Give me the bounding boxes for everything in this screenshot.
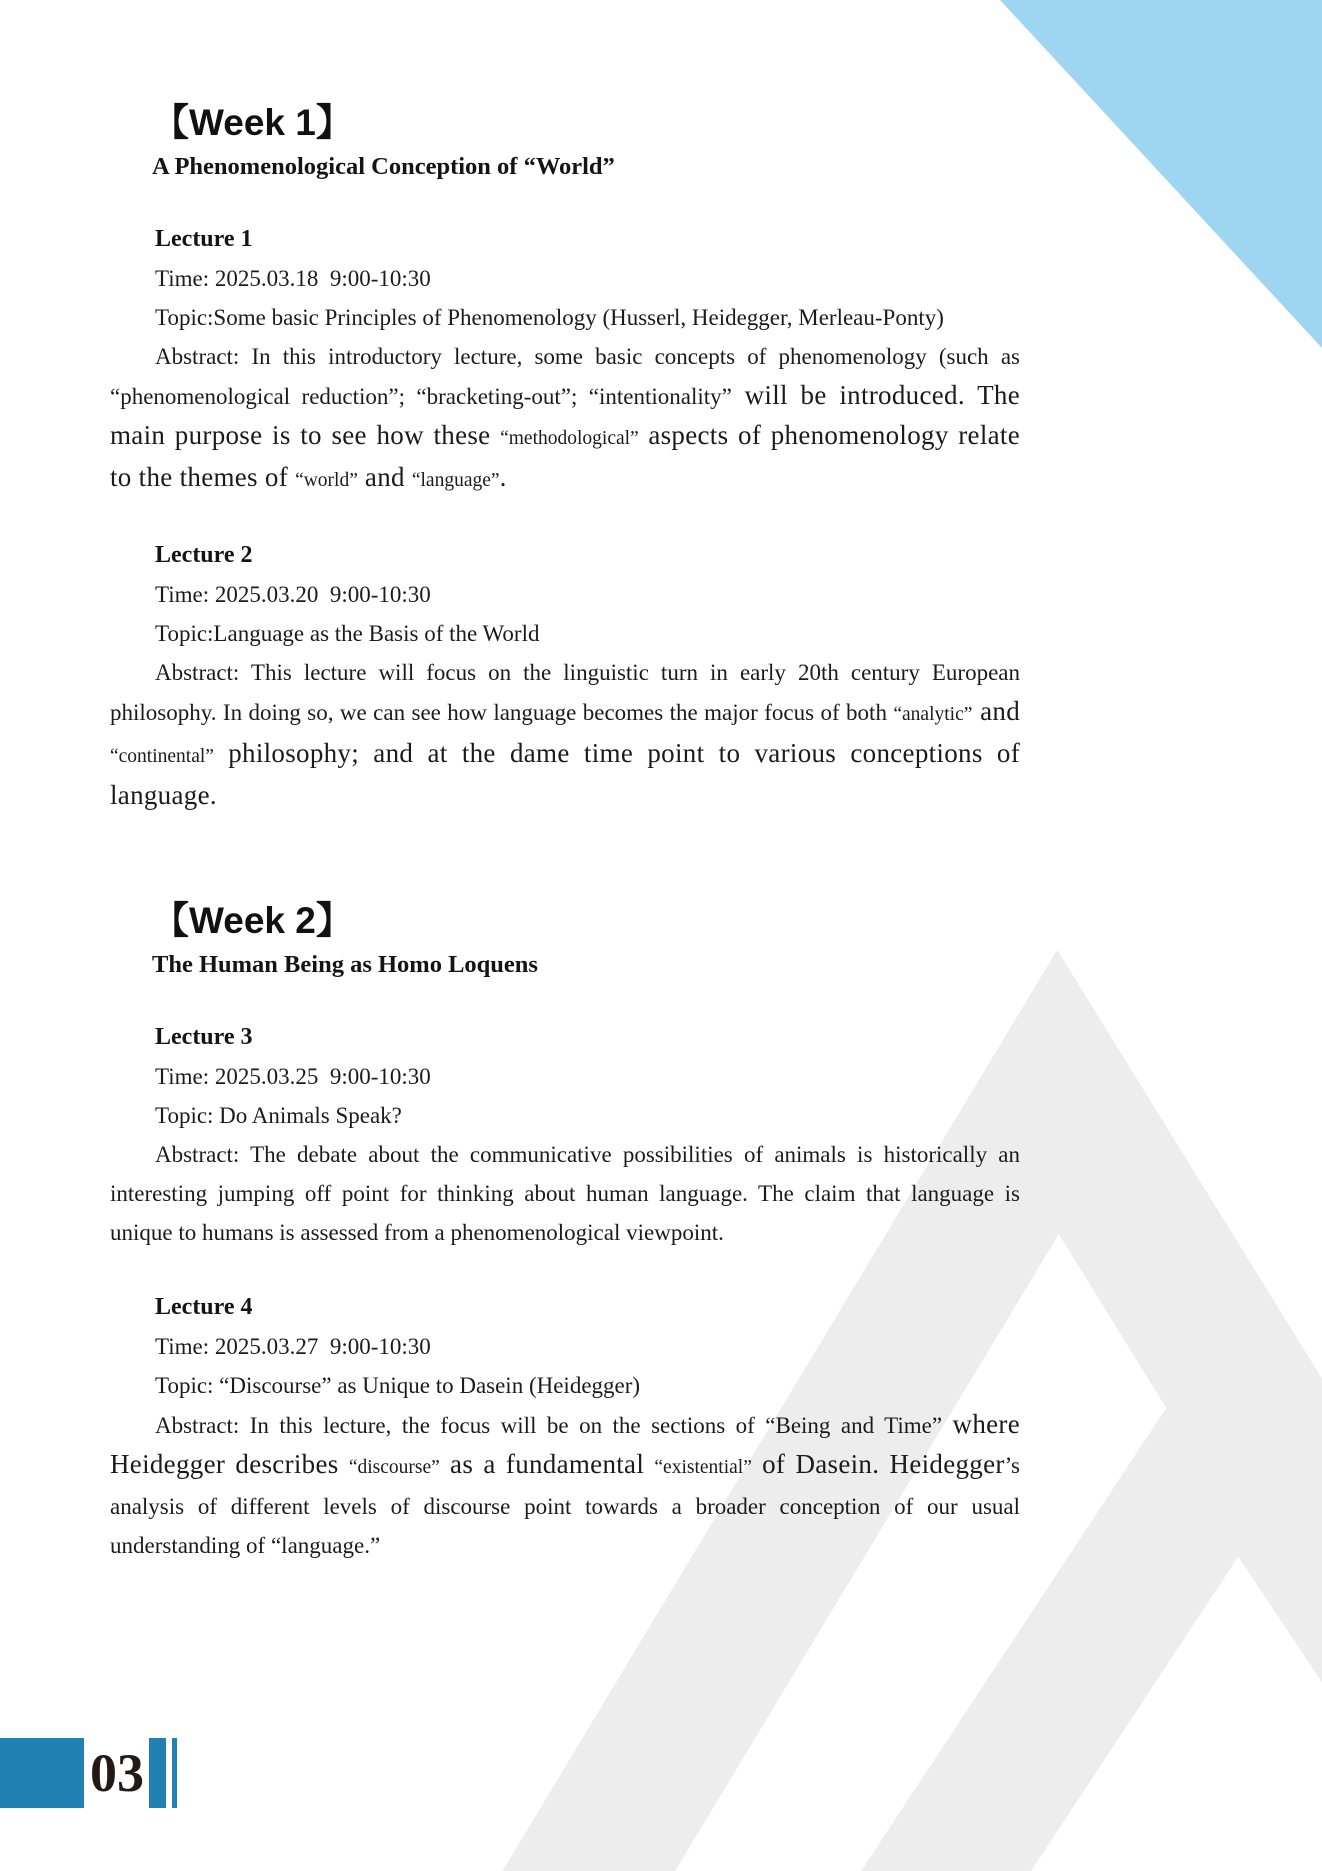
lecture-3-block (110, 1018, 1020, 1252)
week-2-section (110, 898, 1020, 1565)
page-number: 03 (90, 1743, 144, 1803)
abstract-text-segment: “discourse” (348, 1457, 440, 1478)
abstract-text-segment: “analytic” (893, 704, 973, 725)
page-footer (0, 1738, 177, 1808)
lecture-2-block (110, 536, 1020, 816)
lecture-3-abstract (110, 1135, 1020, 1252)
abstract-text-segment: ’s analysis of different levels of discourse point towards a broader conception of our usual understanding of “language.” (110, 1453, 1021, 1558)
abstract-text-segment: Abstract: The debate about the communicative possibilities of animals is historically an interesting jumping off point for thinking about human language. The claim that language is unique to humans is assessed from a phenomenological viewpoint. (110, 1142, 1020, 1245)
lecture-1-topic: Topic:Some basic Principles of Phenomenology (Husserl, Heidegger, Merleau-Ponty) (155, 305, 944, 330)
lecture-4-abstract (110, 1405, 1020, 1565)
lecture-3-topic: Topic: Do Animals Speak? (155, 1103, 402, 1128)
week-2-heading: 【Week 2】 (152, 900, 353, 941)
abstract-text-segment: Abstract: This lecture will focus on the linguistic turn in early 20th century European philosophy. In doing so, we can see how language becomes the major focus of both (110, 660, 1020, 725)
abstract-text-segment: . (499, 462, 507, 492)
abstract-text-segment: Abstract: In this lecture, the focus will be on the sections of “Being and Time” (155, 1413, 953, 1438)
lecture-4-title: Lecture 4 (155, 1294, 253, 1320)
abstract-text-segment: of Dasein. Heidegger (751, 1449, 1005, 1479)
lecture-3-time: Time: 2025.03.25 9:00-10:30 (155, 1064, 431, 1089)
abstract-text-segment: as a fundamental (439, 1449, 655, 1479)
abstract-text-segment: “world” (295, 470, 358, 491)
week-1-heading: 【Week 1】 (152, 102, 353, 143)
lecture-4-time: Time: 2025.03.27 9:00-10:30 (155, 1334, 431, 1359)
footer-accent-bar-thin (172, 1738, 177, 1808)
footer-accent-bar-thick (149, 1738, 166, 1808)
abstract-text-segment: and (357, 462, 412, 492)
abstract-text-segment: “continental” (110, 746, 214, 767)
lecture-1-time: Time: 2025.03.18 9:00-10:30 (155, 266, 431, 291)
abstract-text-segment: where Heidegger describes (110, 1409, 1020, 1479)
lecture-1-abstract (110, 337, 1020, 500)
week-2-subtitle: The Human Being as Homo Loquens (152, 951, 538, 978)
week-1-section (110, 100, 1020, 816)
abstract-text-segment: “methodological” (500, 428, 639, 449)
lecture-2-time: Time: 2025.03.20 9:00-10:30 (155, 582, 431, 607)
footer-accent-block (0, 1738, 84, 1808)
week-1-subtitle: A Phenomenological Conception of “World” (152, 153, 615, 180)
lecture-4-topic: Topic: “Discourse” as Unique to Dasein (Heidegger) (155, 1373, 641, 1398)
abstract-text-segment: aspects of phenomenology relate to the themes of (110, 420, 1020, 492)
abstract-text-segment: will be introduced. The main purpose is to see how these (110, 380, 1020, 450)
lecture-2-abstract (110, 653, 1020, 816)
lecture-4-block (110, 1288, 1020, 1565)
abstract-text-segment: “language” (411, 470, 500, 491)
lecture-1-title: Lecture 1 (155, 226, 253, 252)
lecture-2-topic: Topic:Language as the Basis of the World (155, 621, 540, 646)
abstract-text-segment: philosophy; and at the dame time point to various conceptions of language. (110, 738, 1020, 810)
abstract-text-segment: Abstract: In this introductory lecture, some basic concepts of phenomenology (such as “phenomenological reduction”; “bracketing-out”; “intentionality” (110, 344, 1020, 409)
lecture-3-title: Lecture 3 (155, 1024, 253, 1050)
abstract-text-segment: “existential” (654, 1457, 752, 1478)
lecture-2-title: Lecture 2 (155, 542, 253, 568)
abstract-text-segment: and (972, 696, 1021, 726)
lecture-1-block (110, 220, 1020, 500)
